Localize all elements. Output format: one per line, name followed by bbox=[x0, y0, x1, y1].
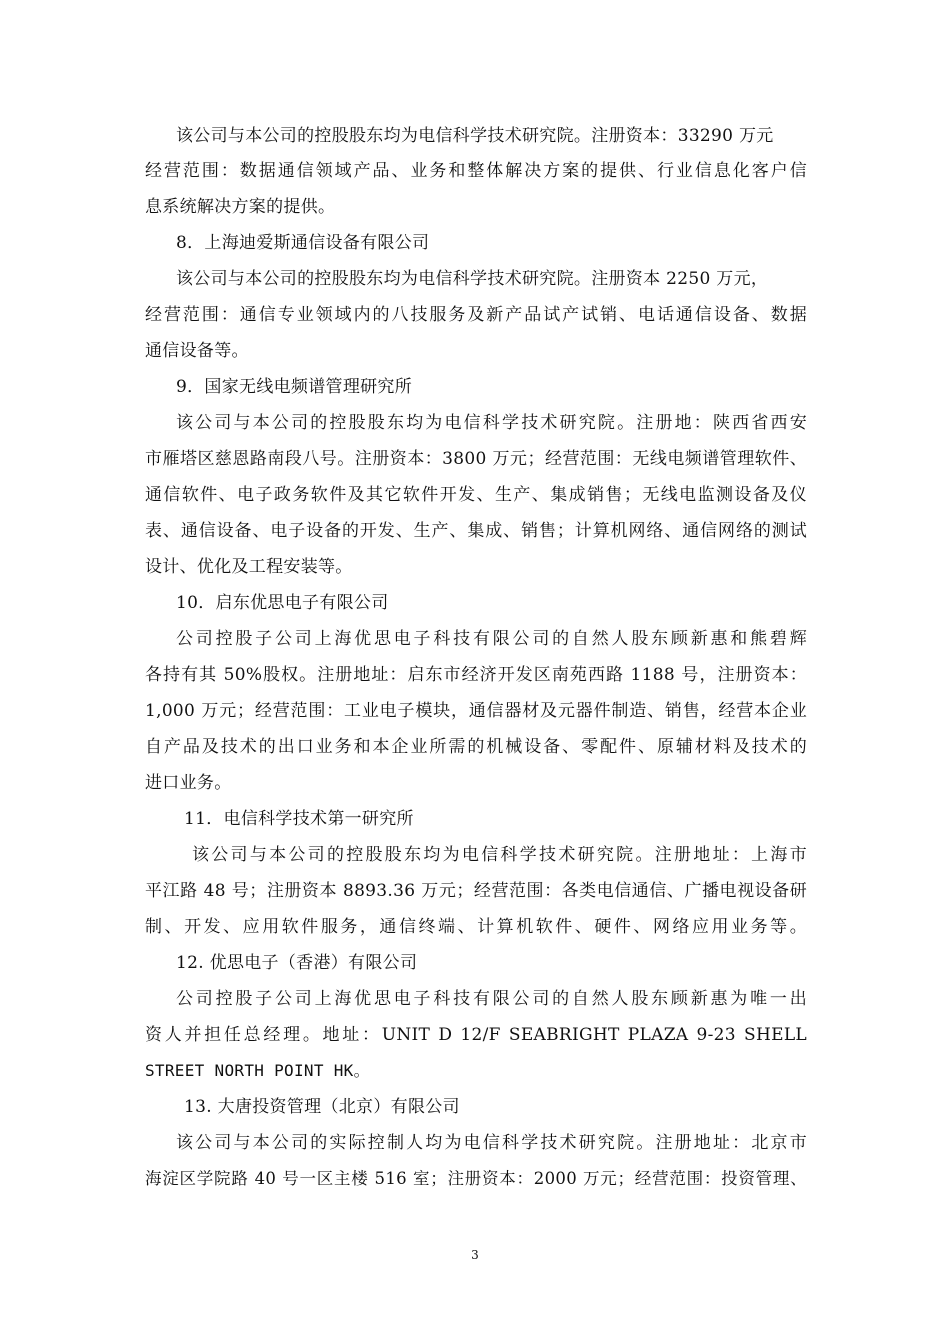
paragraph-line: 海淀区学院路 40 号一区主楼 516 室；注册资本：2000 万元；经营范围：投资管理、 bbox=[145, 1169, 807, 1188]
paragraph-line: 通信设备等。 bbox=[145, 341, 249, 361]
paragraph-line: 息系统解决方案的提供。 bbox=[145, 197, 336, 217]
paragraph-line: STREET NORTH POINT HK。 bbox=[145, 1061, 370, 1080]
paragraph-line: 进口业务。 bbox=[145, 773, 232, 793]
paragraph-line: 该公司与本公司的控股股东均为电信科学技术研究院。注册资本：33290 万元 bbox=[176, 126, 774, 146]
section-heading: 12. 优思电子（香港）有限公司 bbox=[176, 953, 418, 973]
paragraph-line: 设计、优化及工程安装等。 bbox=[145, 557, 353, 577]
paragraph-line: 平江路 48 号；注册资本 8893.36 万元；经营范围：各类电信通信、广播电视设备研 bbox=[145, 881, 807, 901]
section-heading: 10．启东优思电子有限公司 bbox=[176, 593, 389, 613]
section-heading: 11．电信科学技术第一研究所 bbox=[184, 809, 414, 829]
paragraph-line: 该公司与本公司的控股股东均为电信科学技术研究院。注册地：陕西省西安 bbox=[176, 413, 807, 433]
paragraph-line: 经营范围：通信专业领域内的八技服务及新产品试产试销、电话通信设备、数据 bbox=[145, 305, 807, 325]
paragraph-line: 该公司与本公司的控股股东均为电信科学技术研究院。注册资本 2250 万元， bbox=[176, 269, 769, 289]
section-heading: 13. 大唐投资管理（北京）有限公司 bbox=[184, 1097, 460, 1117]
paragraph-line: 市雁塔区慈恩路南段八号。注册资本：3800 万元；经营范围：无线电频谱管理软件、 bbox=[145, 449, 807, 469]
paragraph-line: 表、通信设备、电子设备的开发、生产、集成、销售；计算机网络、通信网络的测试 bbox=[145, 521, 807, 541]
paragraph-line: 制、开发、应用软件服务，通信终端、计算机软件、硬件、网络应用业务等。 bbox=[145, 917, 807, 937]
section-heading: 8．上海迪爱斯通信设备有限公司 bbox=[176, 233, 430, 253]
paragraph-line: 该公司与本公司的控股股东均为电信科学技术研究院。注册地址：上海市 bbox=[192, 845, 807, 865]
paragraph-line: 自产品及技术的出口业务和本企业所需的机械设备、零配件、原辅材料及技术的 bbox=[145, 737, 807, 757]
paragraph-line: 该公司与本公司的实际控制人均为电信科学技术研究院。注册地址：北京市 bbox=[176, 1133, 807, 1153]
paragraph-line: 通信软件、电子政务软件及其它软件开发、生产、集成销售；无线电监测设备及仪 bbox=[145, 485, 807, 505]
paragraph-line: 公司控股子公司上海优思电子科技有限公司的自然人股东顾新惠和熊碧辉 bbox=[176, 629, 807, 649]
section-heading: 9．国家无线电频谱管理研究所 bbox=[176, 377, 413, 397]
paragraph-line: 各持有其 50%股权。注册地址：启东市经济开发区南苑西路 1188 号，注册资本： bbox=[145, 665, 807, 685]
paragraph-line: 公司控股子公司上海优思电子科技有限公司的自然人股东顾新惠为唯一出 bbox=[176, 989, 807, 1009]
paragraph-line: 1,000 万元；经营范围：工业电子模块，通信器材及元器件制造、销售，经营本企业 bbox=[145, 701, 807, 721]
page-number: 3 bbox=[471, 1248, 479, 1262]
paragraph-line: 资人并担任总经理。地址：UNIT D 12/F SEABRIGHT PLAZA 9-23 SHELL bbox=[145, 1025, 807, 1045]
paragraph-line: 经营范围：数据通信领域产品、业务和整体解决方案的提供、行业信息化客户信 bbox=[145, 161, 807, 181]
